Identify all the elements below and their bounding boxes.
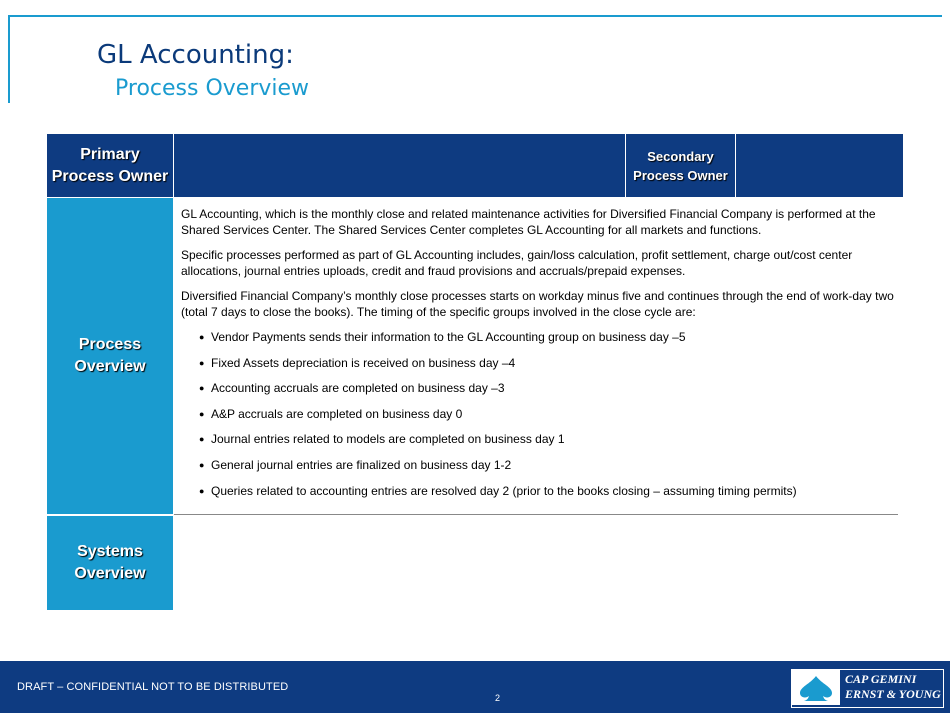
primary-process-owner-header: Primary Process Owner	[47, 134, 173, 197]
list-item: ● Queries related to accounting entries are resolved day 2 (prior to the books closing – assuming timing permits)	[181, 483, 897, 499]
logo-line: CAP GEMINI	[845, 672, 917, 686]
list-item: ● Journal entries related to models are completed on business day 1	[181, 431, 897, 447]
left-frame-line	[8, 15, 10, 103]
paragraph: Diversified Financial Company’s monthly close processes starts on workday minus five and continues through the end of work-day two (total 7 days to close the books). The timing of the specific groups involved in the close cycle are:	[181, 289, 894, 319]
list-item: ● General journal entries are finalized on business day 1-2	[181, 457, 897, 473]
company-logo	[791, 669, 944, 708]
secondary-process-owner-header: Secondary Process Owner	[633, 148, 728, 183]
process-overview-label: Process Overview	[47, 198, 173, 514]
close-cycle-list	[181, 329, 897, 499]
list-item: ● Accounting accruals are completed on business day –3	[181, 380, 897, 396]
list-item: ● A&P accruals are completed on business day 0	[181, 406, 897, 422]
list-item: ● Vendor Payments sends their information to the GL Accounting group on business day –5	[181, 329, 897, 345]
page-subtitle: Process Overview	[115, 76, 310, 101]
logo-wordmark	[840, 670, 943, 707]
header-bar	[174, 134, 903, 197]
top-frame-line	[8, 15, 942, 17]
list-item: ● Fixed Assets depreciation is received on business day –4	[181, 355, 897, 371]
process-overview-content	[181, 206, 897, 508]
logo-line: ERNST & YOUNG	[845, 687, 941, 701]
header-divider	[735, 134, 736, 197]
page-number: 2	[495, 693, 501, 703]
page-title: GL Accounting:	[97, 40, 294, 70]
paragraph: Specific processes performed as part of GL Accounting includes, gain/loss calculation, profit settlement, charge out/cost center allocations, journal entries uploads, credit and fraud provisions and accruals/prepaid expenses.	[181, 248, 853, 278]
confidential-notice: DRAFT – CONFIDENTIAL NOT TO BE DISTRIBUTED	[17, 681, 289, 693]
paragraph: GL Accounting, which is the monthly close and related maintenance activities for Diversified Financial Company is performed at the Shared Services Center. The Shared Services Center completes GL Accounting for all markets and functions.	[181, 207, 876, 237]
systems-overview-label: Systems Overview	[47, 516, 173, 610]
spade-logo-icon	[792, 670, 840, 705]
row-divider	[174, 514, 898, 515]
